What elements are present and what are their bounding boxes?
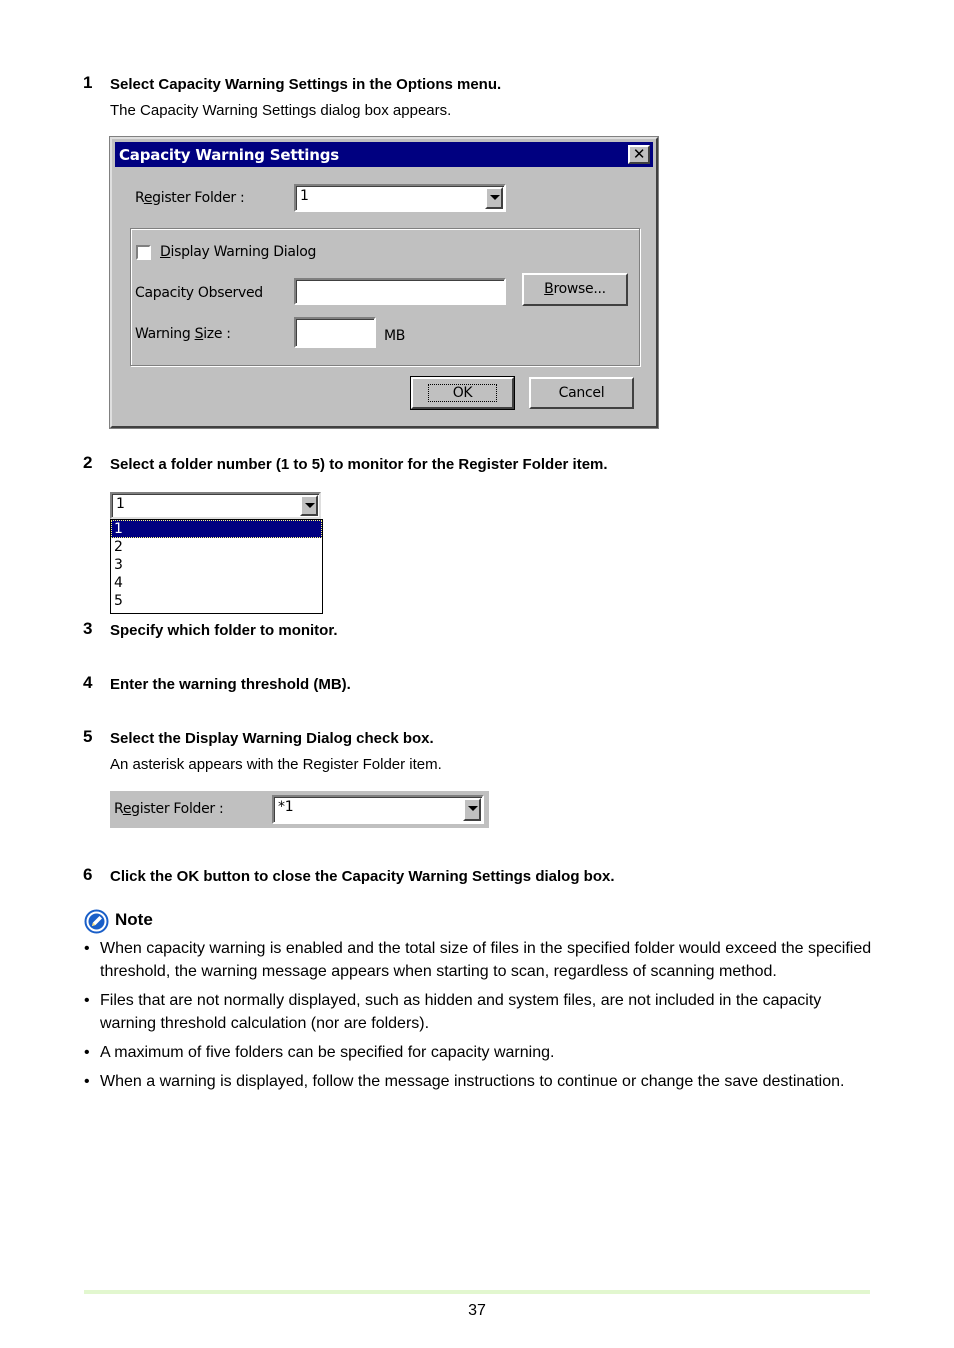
dialog-title: Capacity Warning Settings	[119, 146, 339, 164]
capacity-warning-dialog	[110, 137, 658, 428]
display-warning-label: Display Warning Dialog	[160, 244, 317, 260]
folder-number-list	[110, 519, 323, 614]
step-6-number: 6	[83, 865, 93, 884]
cancel-button[interactable]: Cancel	[529, 377, 634, 409]
list-item[interactable]: 2	[114, 539, 123, 555]
display-warning-checkbox[interactable]	[136, 245, 151, 260]
close-icon[interactable]: ✕	[628, 145, 650, 164]
note-item-2: Files that are not normally displayed, such as hidden and system files, are not included in the capacity warning threshold calculation (nor are folders).	[100, 992, 822, 1032]
capacity-observed-label: Capacity Observed	[135, 285, 263, 301]
folder-number-select[interactable]	[110, 492, 321, 519]
note-item-4: When a warning is displayed, follow the message instructions to continue or change the save destination.	[100, 1073, 845, 1090]
warning-size-label: Warning Size :	[135, 326, 231, 342]
chevron-down-icon[interactable]	[300, 495, 318, 516]
capacity-observed-input[interactable]	[294, 278, 506, 305]
step-1-description: The Capacity Warning Settings dialog box appears.	[110, 102, 452, 119]
register-folder-value: 1	[300, 188, 309, 204]
note-item-3: A maximum of five folders can be specified for capacity warning.	[100, 1044, 555, 1061]
note-icon	[84, 909, 109, 934]
folder-number-value: 1	[116, 496, 125, 512]
dialog-titlebar	[115, 142, 653, 167]
step-3-number: 3	[83, 619, 93, 638]
list-item[interactable]: 5	[114, 593, 123, 609]
step-2-number: 2	[83, 453, 93, 472]
step-4-number: 4	[83, 673, 93, 692]
list-item[interactable]: 4	[114, 575, 123, 591]
register-folder-select[interactable]	[272, 795, 484, 824]
warning-size-input[interactable]	[294, 317, 376, 348]
register-folder-label: Register Folder :	[114, 801, 224, 817]
step-5-title: Select the Display Warning Dialog check box.	[110, 730, 434, 747]
step-1-number: 1	[83, 73, 93, 92]
footer-divider	[84, 1290, 870, 1294]
chevron-down-icon[interactable]	[485, 187, 503, 209]
browse-button[interactable]: Browse...	[522, 273, 628, 306]
step-2-title: Select a folder number (1 to 5) to monitor for the Register Folder item.	[110, 456, 608, 473]
register-folder-value: *1	[278, 799, 294, 815]
step-5-number: 5	[83, 727, 93, 746]
step-1-title: Select Capacity Warning Settings in the Options menu.	[110, 76, 502, 93]
bullet-icon: •	[84, 1044, 90, 1061]
ok-button[interactable]: OK	[411, 377, 514, 409]
step-6-title: Click the OK button to close the Capacity Warning Settings dialog box.	[110, 868, 615, 885]
step-5-description: An asterisk appears with the Register Folder item.	[110, 756, 442, 773]
step-4-title: Enter the warning threshold (MB).	[110, 676, 351, 693]
register-folder-label: Register Folder :	[135, 190, 245, 206]
list-item[interactable]: 3	[114, 557, 123, 573]
bullet-icon: •	[84, 992, 90, 1009]
note-item-1: When capacity warning is enabled and the total size of files in the specified folder would exceed the specified threshold, the warning message appears when starting to scan, regardless of scanning method.	[100, 940, 872, 980]
warning-size-unit: MB	[384, 328, 406, 344]
register-folder-select[interactable]	[294, 184, 506, 212]
page-number: 37	[468, 1302, 486, 1319]
step-3-title: Specify which folder to monitor.	[110, 622, 338, 639]
note-heading: Note	[115, 910, 153, 929]
list-item[interactable]: 1	[111, 520, 322, 538]
register-folder-asterisk-example	[110, 791, 489, 828]
bullet-icon: •	[84, 1073, 90, 1090]
chevron-down-icon[interactable]	[463, 798, 481, 821]
bullet-icon: •	[84, 940, 90, 957]
